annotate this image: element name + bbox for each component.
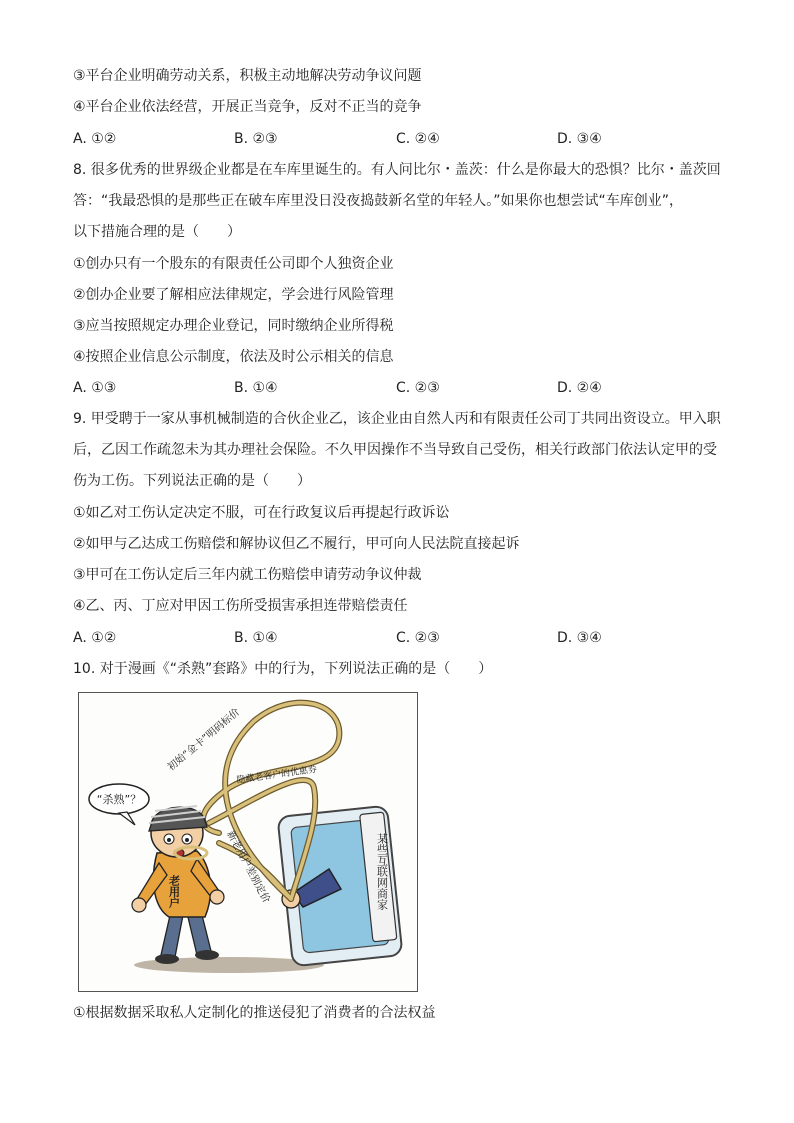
- q8-option-d[interactable]: D. ②④: [557, 380, 602, 396]
- q9-stem-line-3: 伤为工伤。下列说法正确的是（ ）: [73, 473, 311, 489]
- rope-label-1: 初始“金卡”明码标价: [165, 706, 243, 774]
- cartoon-figure: [78, 692, 418, 992]
- statement-4: ④平台企业依法经营，开展正当竞争，反对不正当的竞争: [73, 99, 422, 115]
- cartoon-svg: [79, 693, 418, 992]
- q9-statement-4: ④乙、丙、丁应对甲因工伤所受损害承担连带赔偿责任: [73, 598, 408, 614]
- q8-statement-2: ②创办企业要了解相应法律规定，学会进行风险管理: [73, 287, 394, 303]
- q9-statement-3: ③甲可在工伤认定后三年内就工伤赔偿申请劳动争议仲裁: [73, 567, 422, 583]
- q9-statement-1: ①如乙对工伤认定决定不服，可在行政复议后再提起行政诉讼: [73, 505, 450, 521]
- q9-option-d[interactable]: D. ③④: [557, 630, 602, 646]
- q8-option-a[interactable]: A. ①③: [73, 380, 117, 396]
- q9-answer-options: [73, 628, 733, 648]
- q8-statement-1: ①创办只有一个股东的有限责任公司即个人独资企业: [73, 256, 394, 272]
- answer-options: [73, 129, 733, 149]
- option-a[interactable]: A. ①②: [73, 131, 117, 147]
- q9-stem-line-2: 后，乙因工作疏忽未为其办理社会保险。不久甲因操作不当导致自己受伤，相关行政部门依法认定甲的受: [73, 442, 717, 458]
- rope-label-2: 隐藏老客户的优惠券: [236, 764, 318, 786]
- option-b[interactable]: B. ②③: [234, 131, 278, 147]
- option-d[interactable]: D. ③④: [557, 131, 602, 147]
- q9-statement-2: ②如甲与乙达成工伤赔偿和解协议但乙不履行，甲可向人民法院直接起诉: [73, 536, 520, 552]
- q9-option-c[interactable]: C. ②③: [396, 630, 440, 646]
- bubble-text: “杀熟”？: [96, 793, 142, 806]
- q9-option-b[interactable]: B. ①④: [234, 630, 278, 646]
- q9-stem-line-1: 9. 甲受聘于一家从事机械制造的合伙企业乙，该企业由自然人丙和有限责任公司丁共同出资设立。甲入职: [73, 411, 721, 427]
- q9-option-a[interactable]: A. ①②: [73, 630, 117, 646]
- statement-3: ③平台企业明确劳动关系，积极主动地解决劳动争议问题: [73, 68, 422, 84]
- option-c[interactable]: C. ②④: [396, 131, 440, 147]
- q8-stem-line-3: 以下措施合理的是（ ）: [73, 224, 241, 240]
- shirt-label: 老用户: [167, 875, 181, 908]
- q8-stem-line-2: 答：“我最恐惧的是那些正在破车库里没日没夜捣鼓新名堂的年轻人。”如果你也想尝试“车库创业”，: [73, 193, 684, 209]
- q10-stem: 10. 对于漫画《“杀熟”套路》中的行为，下列说法正确的是（ ）: [73, 661, 493, 677]
- q8-statement-3: ③应当按照规定办理企业登记，同时缴纳企业所得税: [73, 318, 394, 334]
- q8-answer-options: [73, 378, 733, 398]
- q10-statement-1: ①根据数据采取私人定制化的推送侵犯了消费者的合法权益: [73, 1005, 436, 1021]
- q8-option-b[interactable]: B. ①④: [234, 380, 278, 396]
- q8-option-c[interactable]: C. ②③: [396, 380, 440, 396]
- q8-stem-line-1: 8. 很多优秀的世界级企业都是在车库里诞生的。有人问比尔・盖茨：什么是你最大的恐惧？比尔・盖茨回: [73, 162, 721, 178]
- phone-label: 某些互联网商家: [375, 833, 389, 910]
- q8-statement-4: ④按照企业信息公示制度，依法及时公示相关的信息: [73, 349, 394, 365]
- rope-label-3: 新老用户差别定价: [224, 829, 272, 906]
